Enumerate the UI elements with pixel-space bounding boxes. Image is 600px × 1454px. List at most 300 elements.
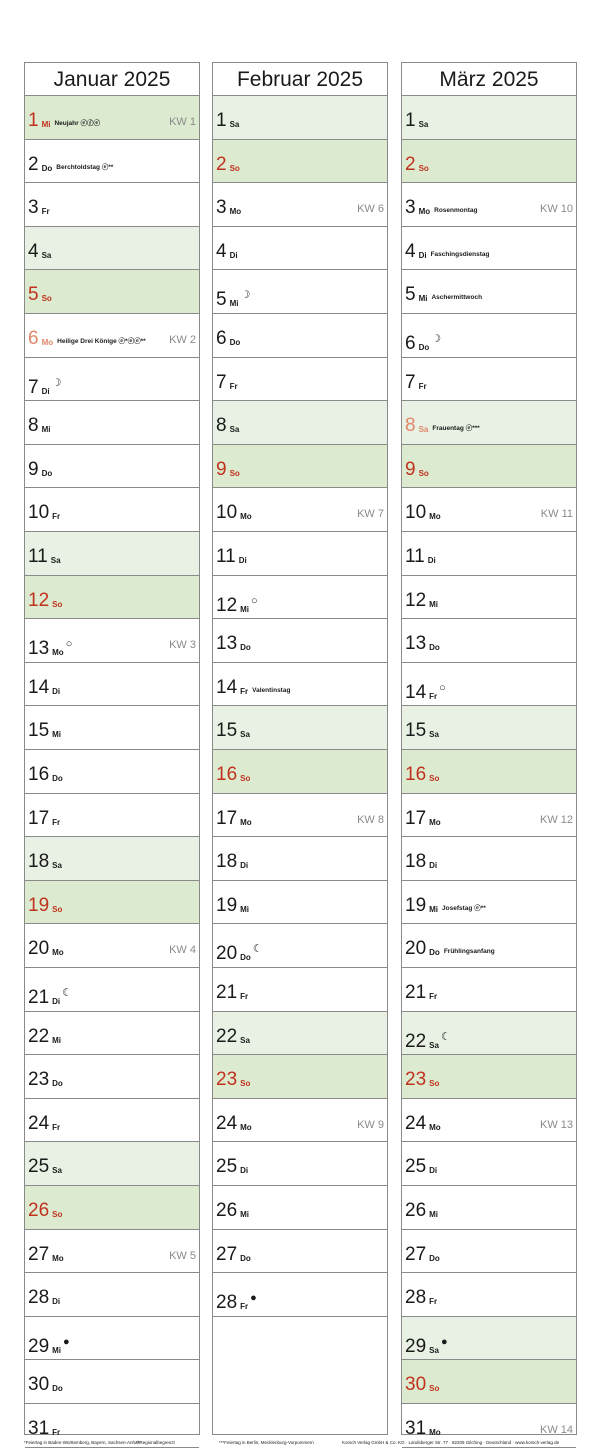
weekday-abbreviation: So <box>52 1210 63 1219</box>
day-number <box>216 284 250 315</box>
day-number <box>216 590 258 621</box>
day-number-value: 5 <box>216 289 227 311</box>
weekday-abbreviation: Do <box>429 1253 440 1263</box>
day-row <box>402 1142 576 1186</box>
day-row <box>25 663 199 707</box>
day-number-value: 12 <box>216 594 238 616</box>
day-number <box>216 154 240 180</box>
day-number <box>216 1244 251 1270</box>
day-number <box>28 284 52 310</box>
weekday-abbreviation: Di <box>41 386 50 396</box>
day-number <box>28 1113 60 1139</box>
moon-phase-icon: ☽ <box>240 289 251 302</box>
day-number <box>405 851 437 877</box>
weekday-abbreviation: So <box>418 163 429 173</box>
weekday-abbreviation: Mo <box>240 512 252 522</box>
calendar-week-label: KW 1 <box>169 116 196 128</box>
calendar-week-label: KW 7 <box>357 508 384 521</box>
calendar-week-label: KW 12 <box>539 813 573 826</box>
day-row <box>213 576 387 620</box>
holiday-label: Frühlingsanfang <box>443 948 495 956</box>
day-number-value: 24 <box>28 1112 50 1134</box>
weekday-abbreviation: Mi <box>429 904 439 914</box>
weekday-abbreviation: Di <box>229 250 238 260</box>
day-number <box>28 1069 63 1095</box>
day-number-value: 1 <box>28 110 39 131</box>
day-number <box>28 1331 70 1362</box>
day-row <box>213 401 387 445</box>
day-row <box>402 532 576 576</box>
day-row <box>402 488 576 532</box>
day-number <box>28 328 146 354</box>
weekday-abbreviation: So <box>41 294 52 304</box>
weekday-abbreviation: Do <box>429 948 440 958</box>
day-number <box>28 1156 62 1182</box>
day-row <box>213 488 387 532</box>
day-row <box>25 183 199 227</box>
footnote-state-holidays: *Feiertag in Baden-Württemberg, Bayern, Sachsen-Anhalt <box>24 1440 140 1445</box>
day-number <box>28 764 63 790</box>
weekday-abbreviation: Sa <box>52 861 62 871</box>
weekday-abbreviation: Mi <box>429 1210 439 1219</box>
day-number <box>216 110 239 136</box>
day-number-value: 23 <box>28 1069 50 1091</box>
day-row <box>25 314 199 358</box>
day-number-value: 3 <box>405 197 416 219</box>
day-number <box>405 895 486 921</box>
day-number <box>405 1069 439 1095</box>
weekday-abbreviation: Mo <box>52 648 64 658</box>
holiday-label: Faschingsdienstag <box>430 250 490 258</box>
day-number-value: 19 <box>216 894 238 916</box>
day-row <box>402 140 576 184</box>
day-number <box>216 677 290 703</box>
moon-phase-icon: ☽ <box>431 333 442 345</box>
weekday-abbreviation: Do <box>41 468 53 478</box>
day-number <box>28 154 113 180</box>
weekday-abbreviation: Fr <box>240 1302 249 1312</box>
day-number-value: 28 <box>28 1287 50 1309</box>
day-number <box>405 110 428 136</box>
day-number <box>405 938 495 964</box>
weekday-abbreviation: Sa <box>240 730 250 740</box>
day-number-value: 1 <box>216 110 227 131</box>
day-number-value: 6 <box>216 328 227 349</box>
day-row <box>25 227 199 271</box>
day-row <box>25 1055 199 1099</box>
weekday-abbreviation: Di <box>52 1297 61 1307</box>
day-number-value: 26 <box>216 1200 238 1221</box>
weekday-abbreviation: Sa <box>52 1166 62 1176</box>
publisher-imprint: Korsch Verlag GmbH & Co. KG · Landsberger Str. 77 · 82205 Gilching · Deutschland · www.korsch-verlag.de <box>342 1440 560 1445</box>
calendar-week-label: KW 6 <box>357 203 384 216</box>
weekday-abbreviation: So <box>429 1079 440 1089</box>
day-row <box>25 270 199 314</box>
day-number <box>28 415 50 441</box>
weekday-abbreviation: Di <box>240 1166 249 1176</box>
day-row <box>25 1230 199 1274</box>
day-number <box>216 1200 249 1226</box>
day-number <box>28 677 60 703</box>
day-row <box>213 1273 387 1317</box>
day-number-value: 31 <box>405 1418 427 1439</box>
weekday-abbreviation: Mi <box>52 730 62 740</box>
day-number-value: 1 <box>405 110 416 131</box>
weekday-abbreviation: Mi <box>52 1345 62 1355</box>
weekday-abbreviation: Fr <box>52 1122 61 1132</box>
day-row <box>25 488 199 532</box>
day-number <box>28 633 72 664</box>
footnote-berlin: ***Feiertag in Berlin, Mecklenburg-Vorpommern <box>219 1440 314 1445</box>
day-number-value: 7 <box>216 371 227 393</box>
moon-phase-icon: ☾ <box>252 943 263 956</box>
day-row <box>402 1099 576 1143</box>
day-number-value: 15 <box>28 720 50 742</box>
weekday-abbreviation: Fr <box>52 1428 61 1437</box>
day-number <box>405 1287 437 1313</box>
day-row <box>402 750 576 794</box>
day-number <box>216 546 247 572</box>
weekday-abbreviation: Mo <box>229 207 242 217</box>
day-row <box>402 1273 576 1317</box>
day-row <box>402 96 576 140</box>
weekday-abbreviation: Do <box>52 1079 63 1089</box>
weekday-abbreviation: Sa <box>429 730 439 740</box>
weekday-abbreviation: So <box>240 1079 251 1089</box>
calendar-week-label: KW 11 <box>540 508 573 521</box>
day-row <box>402 576 576 620</box>
day-number <box>405 241 489 267</box>
day-number <box>405 415 480 441</box>
day-number <box>216 895 249 921</box>
moon-phase-icon: ☾ <box>440 1030 451 1043</box>
day-number-value: 10 <box>28 502 50 524</box>
day-number-value: 10 <box>216 502 238 524</box>
day-row <box>213 1230 387 1274</box>
day-row <box>213 706 387 750</box>
day-number <box>216 502 252 528</box>
day-number <box>28 1374 63 1400</box>
day-number-value: 16 <box>216 764 238 785</box>
day-row <box>25 96 199 140</box>
day-number-value: 10 <box>405 502 427 524</box>
day-number <box>216 1069 250 1095</box>
month-column-march <box>401 62 577 1439</box>
day-row <box>25 401 199 445</box>
day-row <box>402 663 576 707</box>
weekday-abbreviation: So <box>229 163 240 173</box>
moon-phase-icon: ☾ <box>62 987 73 999</box>
weekday-abbreviation: Fr <box>41 207 50 217</box>
weekday-abbreviation: Mo <box>240 1122 252 1132</box>
day-number-value: 13 <box>216 633 238 655</box>
day-number-value: 2 <box>216 153 227 175</box>
day-number-value: 22 <box>216 1025 238 1047</box>
weekday-abbreviation: Di <box>427 556 436 565</box>
weekday-abbreviation: Di <box>429 1166 438 1176</box>
calendar-week-label: KW 8 <box>357 813 384 826</box>
day-number-value: 4 <box>28 240 39 262</box>
day-number <box>216 415 239 441</box>
day-row <box>213 532 387 576</box>
day-number <box>405 1331 448 1362</box>
day-number-value: 20 <box>405 938 427 960</box>
day-number-value: 3 <box>28 197 39 219</box>
day-number <box>405 590 438 616</box>
day-row <box>213 445 387 489</box>
weekday-abbreviation: So <box>429 1384 440 1394</box>
day-number-value: 9 <box>28 458 39 480</box>
day-number <box>28 502 60 528</box>
day-number <box>405 982 437 1008</box>
day-number <box>216 851 248 877</box>
day-number <box>28 1200 62 1226</box>
month-title: März 2025 <box>402 63 576 96</box>
day-row <box>25 706 199 750</box>
holiday-label: Valentinstag <box>252 686 291 694</box>
holiday-label: Josefstag ⓔ** <box>442 904 486 912</box>
day-number <box>216 328 240 354</box>
weekday-abbreviation: So <box>240 774 251 783</box>
day-row <box>402 968 576 1012</box>
day-number-value: 12 <box>28 589 50 611</box>
day-row <box>402 706 576 750</box>
day-number-value: 16 <box>28 764 50 785</box>
day-number <box>28 982 72 1013</box>
weekday-abbreviation: Fr <box>240 686 249 696</box>
day-number <box>405 197 477 223</box>
day-number-value: 11 <box>405 546 425 567</box>
day-row <box>402 445 576 489</box>
day-row <box>213 140 387 184</box>
day-number-value: 14 <box>28 676 50 698</box>
day-number <box>28 110 100 136</box>
day-row <box>25 968 199 1012</box>
day-row <box>25 750 199 794</box>
day-number-value: 30 <box>28 1374 50 1396</box>
month-column-february <box>212 62 388 1435</box>
month-title: Februar 2025 <box>213 63 387 96</box>
day-row <box>213 1055 387 1099</box>
weekday-abbreviation: Di <box>240 861 249 871</box>
weekday-abbreviation: Sa <box>229 120 240 129</box>
day-row <box>402 358 576 402</box>
weekday-abbreviation: Sa <box>418 425 429 435</box>
day-number-value: 19 <box>405 894 427 916</box>
day-number-value: 23 <box>405 1069 427 1091</box>
day-number <box>216 808 252 834</box>
day-number-value: 17 <box>28 807 50 829</box>
day-number <box>28 938 64 964</box>
day-number-value: 20 <box>216 943 238 965</box>
calendar-week-label: KW 14 <box>539 1424 573 1436</box>
day-number <box>216 1113 252 1139</box>
day-number-value: 2 <box>28 153 39 175</box>
day-row <box>25 1142 199 1186</box>
day-number <box>405 459 429 485</box>
day-row <box>402 270 576 314</box>
weekday-abbreviation: Di <box>418 250 427 260</box>
day-number-value: 6 <box>28 328 39 349</box>
weekday-abbreviation: Mo <box>429 1428 441 1437</box>
day-number <box>405 677 446 708</box>
day-number <box>216 459 240 485</box>
weekday-abbreviation: Mo <box>41 338 54 347</box>
holiday-label: Neujahr ⓔⓕⓔ <box>54 120 100 127</box>
day-row <box>213 968 387 1012</box>
weekday-abbreviation: Mi <box>240 904 250 914</box>
day-row <box>25 794 199 838</box>
day-number <box>28 1026 61 1052</box>
footnote-regional: **Regionalbegrenzt <box>136 1440 175 1445</box>
day-number-value: 27 <box>405 1243 427 1265</box>
day-row <box>402 1186 576 1230</box>
day-number-value: 26 <box>28 1200 50 1221</box>
holiday-label: Aschermittwoch <box>431 294 483 302</box>
day-number <box>216 1156 248 1182</box>
day-number <box>405 720 439 746</box>
day-row <box>402 1317 576 1361</box>
weekday-abbreviation: Do <box>429 643 440 653</box>
day-row <box>25 1317 199 1361</box>
moon-phase-icon: ○ <box>439 681 446 694</box>
weekday-abbreviation: So <box>229 468 240 478</box>
moon-phase-icon: ● <box>250 1292 257 1305</box>
day-number <box>216 720 250 746</box>
day-number-value: 8 <box>405 415 416 437</box>
day-row <box>402 1055 576 1099</box>
day-number-value: 17 <box>405 807 427 829</box>
day-number-value: 22 <box>28 1025 50 1047</box>
weekday-abbreviation: Sa <box>429 1040 439 1050</box>
day-row <box>25 1099 199 1143</box>
day-number-value: 17 <box>216 807 238 829</box>
day-number <box>216 241 238 267</box>
day-number <box>216 764 250 790</box>
day-number <box>405 502 441 528</box>
weekday-abbreviation: Fr <box>52 817 61 827</box>
day-number <box>216 982 248 1008</box>
month-column-january <box>24 62 200 1439</box>
day-number-value: 12 <box>405 589 427 611</box>
day-number-value: 6 <box>405 333 416 354</box>
day-number <box>28 372 61 403</box>
day-number <box>405 1113 441 1139</box>
day-number-value: 11 <box>216 546 236 567</box>
day-row <box>213 1012 387 1056</box>
day-row <box>25 924 199 968</box>
day-number-value: 25 <box>28 1156 50 1178</box>
weekday-abbreviation: Do <box>52 1384 63 1394</box>
day-row <box>402 314 576 358</box>
day-number-value: 4 <box>216 240 227 262</box>
day-number <box>405 1374 439 1400</box>
day-number-value: 11 <box>28 546 48 567</box>
weekday-abbreviation: Do <box>240 643 251 653</box>
day-number <box>405 546 436 572</box>
weekday-abbreviation: Sa <box>41 250 52 260</box>
footer <box>24 1438 578 1450</box>
day-row <box>402 1012 576 1056</box>
day-row <box>213 837 387 881</box>
calendar-week-label: KW 2 <box>169 334 196 346</box>
day-number-value: 5 <box>28 284 39 306</box>
weekday-abbreviation: Mo <box>52 1253 64 1263</box>
weekday-abbreviation: Do <box>52 774 63 783</box>
weekday-abbreviation: Di <box>52 997 61 1006</box>
day-number <box>405 154 429 180</box>
weekday-abbreviation: Do <box>240 1253 251 1263</box>
day-row <box>213 270 387 314</box>
day-number <box>405 1200 438 1226</box>
day-row <box>213 663 387 707</box>
day-number-value: 25 <box>216 1156 238 1178</box>
day-number-value: 21 <box>28 987 50 1008</box>
day-number-value: 18 <box>216 851 238 873</box>
day-number-value: 5 <box>405 284 416 306</box>
weekday-abbreviation: Fr <box>429 691 438 701</box>
weekday-abbreviation: Mi <box>229 299 239 309</box>
day-row <box>25 1273 199 1317</box>
day-row <box>25 1186 199 1230</box>
weekday-abbreviation: Do <box>229 338 241 347</box>
holiday-label: Heilige Drei Könige ⓔ*ⓔⓔ** <box>57 338 146 345</box>
day-number-value: 29 <box>28 1335 50 1357</box>
day-row <box>402 837 576 881</box>
day-number <box>28 459 52 485</box>
day-row <box>25 881 199 925</box>
weekday-abbreviation: Mo <box>240 817 252 827</box>
holiday-label: Frauentag ⓔ*** <box>432 425 480 433</box>
weekday-abbreviation: Mo <box>429 817 441 827</box>
weekday-abbreviation: Di <box>238 556 247 565</box>
day-number <box>28 808 60 834</box>
day-row <box>25 532 199 576</box>
day-number-value: 3 <box>216 197 227 219</box>
day-row <box>402 1230 576 1274</box>
day-number <box>405 328 441 359</box>
weekday-abbreviation: Di <box>429 861 438 871</box>
day-number-value: 31 <box>28 1418 50 1439</box>
day-number <box>28 1244 64 1270</box>
day-number-value: 23 <box>216 1069 238 1091</box>
weekday-abbreviation: Fr <box>52 512 61 522</box>
weekday-abbreviation: Fr <box>418 381 427 391</box>
day-number <box>405 808 441 834</box>
day-number-value: 4 <box>405 240 416 262</box>
day-row <box>213 794 387 838</box>
day-row <box>25 140 199 184</box>
weekday-abbreviation: Mi <box>429 599 439 609</box>
day-number <box>28 197 50 223</box>
weekday-abbreviation: Di <box>52 686 61 696</box>
day-number <box>216 1287 257 1318</box>
day-row <box>402 924 576 968</box>
moon-phase-icon: ● <box>440 1335 448 1348</box>
weekday-abbreviation: Sa <box>429 1345 439 1355</box>
day-number <box>28 590 62 616</box>
day-row <box>213 96 387 140</box>
day-number-value: 29 <box>405 1335 427 1357</box>
day-number <box>28 851 62 877</box>
day-row <box>213 227 387 271</box>
day-number-value: 9 <box>405 458 416 480</box>
day-row <box>402 619 576 663</box>
day-row <box>402 227 576 271</box>
day-number-value: 28 <box>216 1292 238 1314</box>
day-number-value: 22 <box>405 1030 427 1052</box>
weekday-abbreviation: Mi <box>52 1035 62 1045</box>
